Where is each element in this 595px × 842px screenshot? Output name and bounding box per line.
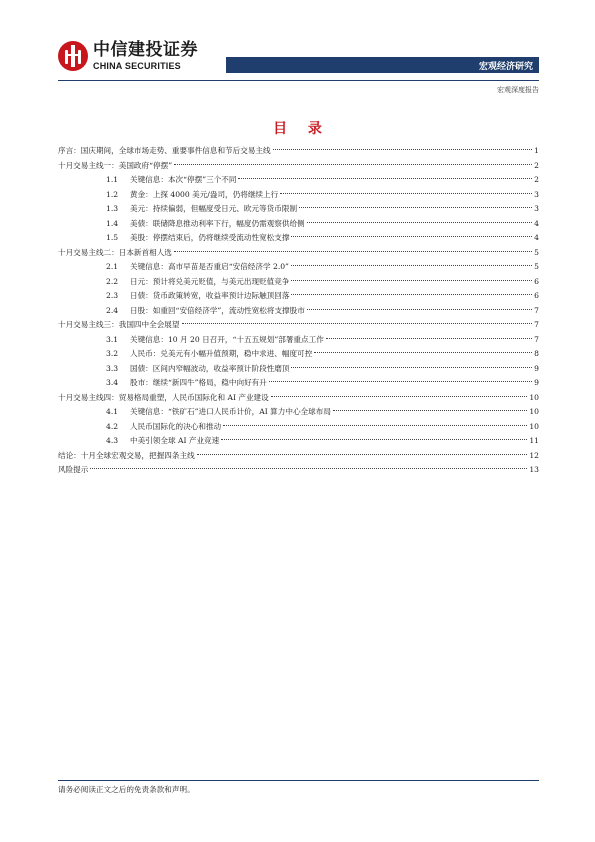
toc-entry-title: 日股：如重回“安倍经济学”，流动性宽松将支撑股市 xyxy=(130,305,305,315)
toc-leader-dots xyxy=(174,164,532,165)
toc-entry[interactable] xyxy=(58,246,539,261)
toc-entry-page: 10 xyxy=(529,421,539,431)
toc-entry-title: 股市：继续“新四牛”格局，稳中向好有升 xyxy=(130,378,267,387)
toc-entry[interactable] xyxy=(58,260,539,275)
toc-entry-page: 9 xyxy=(534,363,539,373)
toc-entry-number: 2.2 xyxy=(106,276,119,286)
company-name-cn: 中信建投证券 xyxy=(93,39,198,60)
toc-entry-title: 关键信息：10 月 20 日召开，“十五五规划”部署重点工作 xyxy=(130,334,324,344)
toc-entry-page: 6 xyxy=(534,276,539,286)
header-divider xyxy=(58,80,539,81)
toc-leader-dots xyxy=(223,425,527,426)
toc-entry-title: 十月交易主线一：美国政府“停摆” xyxy=(58,160,173,170)
toc-entry-page: 8 xyxy=(534,349,539,358)
company-name-en: CHINA SECURITIES xyxy=(93,60,181,71)
toc-entry-number: 1.5 xyxy=(106,233,119,242)
toc-leader-dots xyxy=(314,352,532,353)
toc-entry[interactable] xyxy=(58,391,539,406)
toc-leader-dots xyxy=(174,251,532,252)
toc-title: 目 录 xyxy=(273,121,330,137)
toc-entry[interactable] xyxy=(58,304,539,319)
toc-entry-title: 十月交易主线四：贸易格局重塑，人民币国际化和 AI 产业建设 xyxy=(58,392,269,402)
table-of-contents xyxy=(58,144,539,478)
toc-entry-title: 中美引领全球 AI 产业竞速 xyxy=(130,436,220,445)
toc-entry-page: 7 xyxy=(534,320,539,329)
toc-entry-title: 结论：十月全球宏观交易，把握四条主线 xyxy=(58,450,195,460)
toc-entry-number: 2.4 xyxy=(106,305,119,315)
toc-entry[interactable] xyxy=(58,173,539,188)
toc-entry-page: 7 xyxy=(534,334,539,344)
header-bar xyxy=(226,57,539,73)
toc-leader-dots xyxy=(333,410,527,411)
toc-entry[interactable] xyxy=(58,347,539,362)
toc-entry[interactable] xyxy=(58,362,539,377)
toc-leader-dots xyxy=(307,309,532,310)
toc-entry-number: 2.1 xyxy=(106,262,119,271)
toc-leader-dots xyxy=(291,367,532,368)
toc-leader-dots xyxy=(238,178,532,179)
document-type: 宏观深度报告 xyxy=(497,86,539,94)
toc-entry[interactable] xyxy=(58,188,539,203)
toc-entry-number: 1.1 xyxy=(106,175,119,184)
toc-entry[interactable] xyxy=(58,202,539,217)
toc-entry-page: 4 xyxy=(534,218,539,228)
toc-leader-dots xyxy=(291,294,532,295)
toc-entry-title: 美股：停摆结束后，仍将继续受流动性宽松支撑 xyxy=(130,233,290,242)
toc-leader-dots xyxy=(307,222,533,223)
toc-leader-dots xyxy=(291,265,532,266)
toc-entry-page: 12 xyxy=(529,450,539,460)
toc-entry-title: 关键信息：“铁矿石”进口人民币计价，AI 算力中心全球布局 xyxy=(130,407,331,416)
toc-entry-title: 十月交易主线三：我国四中全会展望 xyxy=(58,320,180,329)
toc-leader-dots xyxy=(273,149,533,150)
toc-leader-dots xyxy=(90,468,527,469)
toc-entry-title: 日元：预计将兑美元贬值，与美元出现贬值竞争 xyxy=(130,276,290,286)
toc-entry[interactable] xyxy=(58,144,539,159)
footer-divider xyxy=(58,780,539,781)
toc-entry-title: 美元：持续偏弱，但幅度受日元、欧元等货币限制 xyxy=(130,204,298,213)
toc-entry-page: 11 xyxy=(529,436,539,445)
toc-leader-dots xyxy=(197,454,528,455)
toc-entry-title: 关键信息：高市早苗是否重启“安倍经济学 2.0” xyxy=(130,262,289,271)
toc-entry-title: 国债：区间内窄幅波动，收益率预计阶段性磨顶 xyxy=(130,363,290,373)
toc-entry-number: 3.1 xyxy=(106,334,119,344)
toc-entry[interactable] xyxy=(58,275,539,290)
toc-entry[interactable] xyxy=(58,333,539,348)
toc-leader-dots xyxy=(299,207,532,208)
toc-entry-page: 10 xyxy=(529,407,539,416)
toc-entry-title: 日债：货币政策转宽，收益率预计边际触顶回落 xyxy=(130,291,290,300)
toc-leader-dots xyxy=(182,323,533,324)
toc-entry-page: 5 xyxy=(534,247,539,257)
toc-leader-dots xyxy=(280,193,532,194)
toc-leader-dots xyxy=(326,338,532,339)
toc-entry-title: 风险提示 xyxy=(58,465,89,474)
toc-entry[interactable] xyxy=(58,318,539,333)
toc-leader-dots xyxy=(291,236,532,237)
footer-disclaimer: 请务必阅读正文之后的免责条款和声明。 xyxy=(58,785,195,794)
toc-leader-dots xyxy=(221,439,527,440)
toc-entry-number: 1.4 xyxy=(106,218,119,228)
toc-entry-page: 9 xyxy=(534,378,539,387)
company-logo xyxy=(58,41,198,71)
toc-entry[interactable] xyxy=(58,434,539,449)
toc-entry-number: 3.3 xyxy=(106,363,119,373)
toc-entry-page: 10 xyxy=(529,392,539,402)
toc-entry-page: 7 xyxy=(534,305,539,315)
toc-entry-number: 4.1 xyxy=(106,407,119,416)
toc-entry-number: 3.4 xyxy=(106,378,119,387)
citic-logo-icon xyxy=(58,41,88,71)
toc-entry-page: 4 xyxy=(534,233,539,242)
toc-entry-page: 5 xyxy=(534,262,539,271)
toc-entry-title: 黄金：上探 4000 美元/盎司，仍将继续上行 xyxy=(130,189,279,199)
toc-leader-dots xyxy=(291,280,532,281)
toc-entry-title: 人民币国际化的决心和推动 xyxy=(130,421,222,431)
toc-entry[interactable] xyxy=(58,376,539,391)
toc-entry[interactable] xyxy=(58,449,539,464)
toc-entry-title: 十月交易主线二：日本新首相人选 xyxy=(58,247,172,257)
toc-entry[interactable] xyxy=(58,231,539,246)
toc-entry-number: 4.2 xyxy=(106,421,119,431)
toc-entry[interactable] xyxy=(58,217,539,232)
toc-entry-page: 1 xyxy=(534,146,539,155)
toc-entry[interactable] xyxy=(58,159,539,174)
toc-entry-page: 3 xyxy=(534,189,539,199)
toc-entry-number: 4.3 xyxy=(106,436,119,445)
toc-entry[interactable] xyxy=(58,463,539,478)
toc-entry-number: 1.2 xyxy=(106,189,119,199)
header-bar-label: 宏观经济研究 xyxy=(478,62,533,72)
toc-entry-page: 3 xyxy=(534,204,539,213)
toc-entry-page: 6 xyxy=(534,291,539,300)
toc-entry-page: 2 xyxy=(534,175,539,184)
toc-entry[interactable] xyxy=(58,420,539,435)
toc-leader-dots xyxy=(271,396,528,397)
toc-entry-number: 1.3 xyxy=(106,204,119,213)
toc-entry-number: 3.2 xyxy=(106,349,119,358)
toc-leader-dots xyxy=(269,381,532,382)
toc-entry-title: 序言：国庆期间，全球市场走势、重要事件信息和节后交易主线 xyxy=(58,146,271,155)
toc-entry-title: 人民币：兑美元有小幅升值预期，稳中求进、幅度可控 xyxy=(130,349,313,358)
toc-entry-number: 2.3 xyxy=(106,291,119,300)
toc-entry[interactable] xyxy=(58,289,539,304)
toc-entry[interactable] xyxy=(58,405,539,420)
toc-entry-title: 美债：联储降息推动利率下行，幅度仍需观察供给侧 xyxy=(130,218,305,228)
toc-entry-page: 2 xyxy=(534,160,539,170)
toc-entry-page: 13 xyxy=(529,465,539,474)
toc-entry-title: 关键信息：本次“停摆”三个不同 xyxy=(130,175,237,184)
